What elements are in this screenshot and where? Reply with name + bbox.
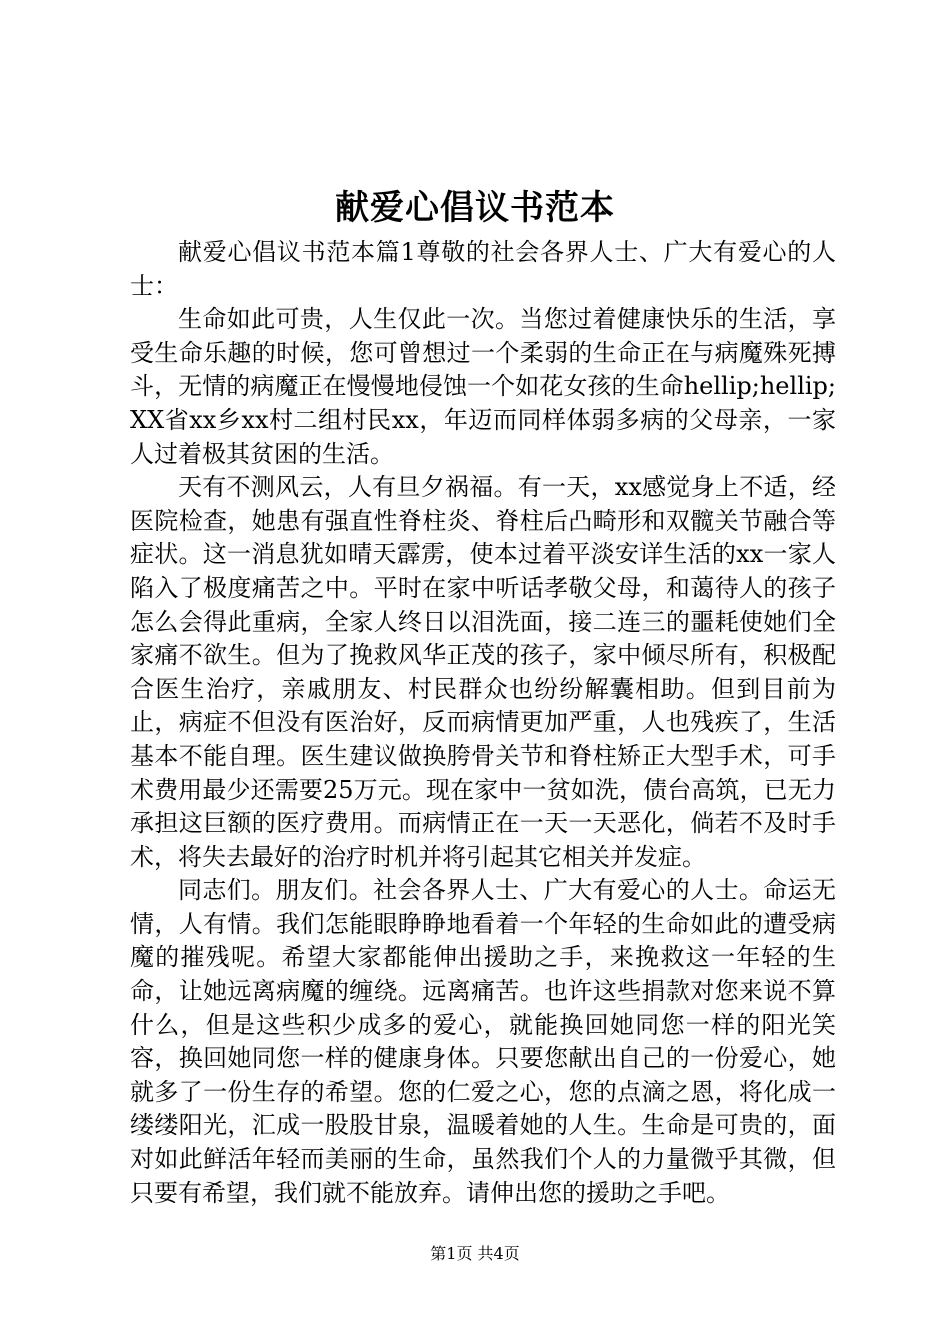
- paragraph-illness: 天有不测风云，人有旦夕祸福。有一天，xx感觉身上不适，经医院检查，她患有强直性脊柱炎、脊柱后凸畸形和双髋关节融合等症状。这一消息犹如晴天霹雳，使本过着平淡安详生活的xx一家人陷入了极度痛苦之中。平时在家中听话孝敬父母，和蔼待人的孩子怎么会得此重病，全家人终日以泪洗面，接二连三的噩耗使她们全家痛不欲生。但为了挽救风华正茂的孩子，家中倾尽所有，积极配合医生治疗，亲戚朋友、村民群众也纷纷解囊相助。但到目前为止，病症不但没有医治好，反而病情更加严重，人也残疾了，生活基本不能自理。医生建议做换胯骨关节和脊柱矫正大型手术，可手术费用最少还需要25万元。现在家中一贫如洗，债台高筑，已无力承担这巨额的医疗费用。而病情正在一天一天恶化，倘若不及时手术，将失去最好的治疗时机并将引起其它相关并发症。: [130, 473, 836, 871]
- paragraph-intro: 献爱心倡议书范本篇1尊敬的社会各界人士、广大有爱心的人士：: [130, 238, 836, 300]
- paragraph-life: 生命如此可贵，人生仅此一次。当您过着健康快乐的生活，享受生命乐趣的时候，您可曾想过一个柔弱的生命正在与病魔殊死搏斗，无情的病魔正在慢慢地侵蚀一个如花女孩的生命hellip;hellip;XX省xx乡xx村二组村民xx，年迈而同样体弱多病的父母亲，一家人过着极其贫困的生活。: [130, 305, 836, 468]
- paragraph-appeal: 同志们。朋友们。社会各界人士、广大有爱心的人士。命运无情，人有情。我们怎能眼睁睁地看着一个年轻的生命如此的遭受病魔的摧残呢。希望大家都能伸出援助之手，来挽救这一年轻的生命，让她远离病魔的缠绕。远离痛苦。也许这些捐款对您来说不算什么，但是这些积少成多的爱心，就能换回她同您一样的阳光笑容，换回她同您一样的健康身体。只要您献出自己的一份爱心，她就多了一份生存的希望。您的仁爱之心，您的点滴之恩，将化成一缕缕阳光，汇成一股股甘泉，温暖着她的人生。生命是可贵的，面对如此鲜活年轻而美丽的生命，虽然我们个人的力量微乎其微，但只要有希望，我们就不能放弃。请伸出您的援助之手吧。: [130, 876, 836, 1207]
- document-title: 献爱心倡议书范本: [335, 188, 615, 228]
- document-body: [130, 236, 836, 1210]
- page-footer: 第1页 共4页: [430, 1244, 520, 1263]
